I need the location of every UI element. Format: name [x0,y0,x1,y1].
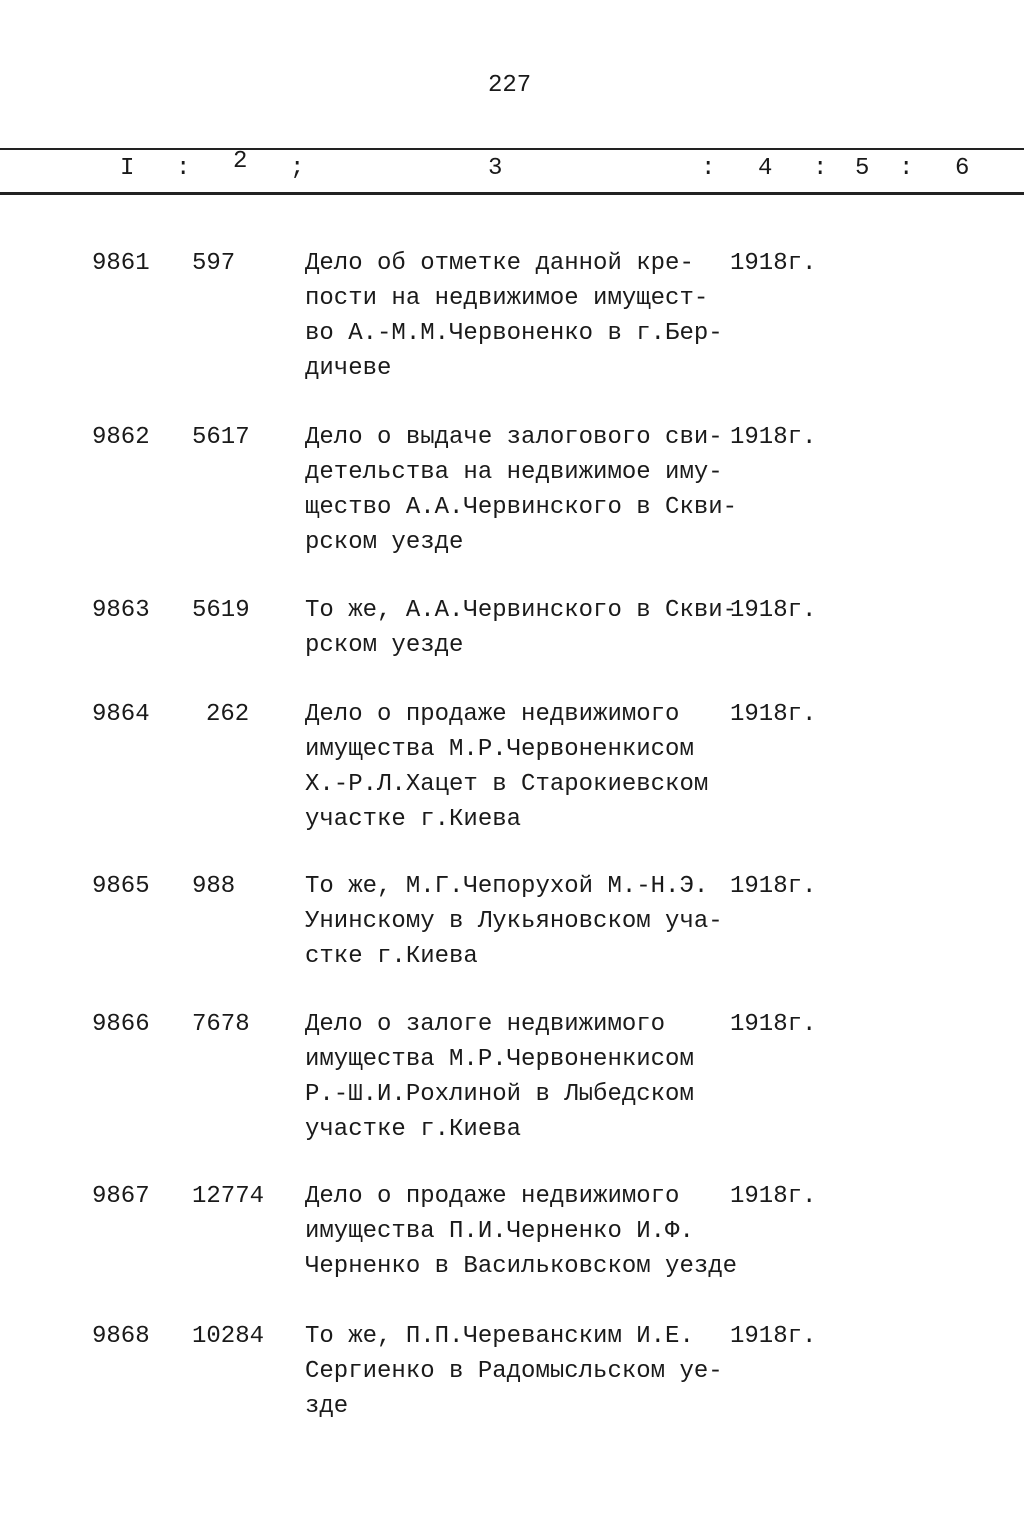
archive-number: 10284 [192,1323,265,1350]
description-line: рском уезде [305,632,464,659]
description-line: Черненко в Васильковском уезде [305,1253,738,1280]
item-number: 9864 [92,701,150,728]
description-line: Дело о продаже недвижимого [305,701,680,728]
header-bottom-rule [0,192,1024,195]
description-line: пости на недвижимое имущест- [305,285,709,312]
item-number: 9861 [92,250,150,277]
item-description [305,420,737,560]
item-description [305,593,737,663]
description-line: Унинскому в Лукьяновском уча- [305,908,723,935]
description-line: во А.-М.М.Червоненко в г.Бер- [305,320,723,347]
archive-number: 5619 [192,597,250,624]
header-top-rule [0,148,1024,150]
col-1-label: I [120,155,135,182]
description-line: зде [305,1393,349,1420]
description-line: Х.-Р.Л.Хацет в Старокиевском [305,771,709,798]
description-line: имущества М.Р.Червоненкисом [305,1046,694,1073]
archive-number: 597 [192,250,236,277]
col-4-label: 4 [758,155,773,182]
col-separator: ; [290,155,305,182]
description-line: дичеве [305,355,392,382]
col-separator: : [701,155,716,182]
item-year: 1918г. [730,1323,817,1350]
description-line: имущества М.Р.Червоненкисом [305,736,694,763]
item-number: 9867 [92,1183,150,1210]
item-year: 1918г. [730,701,817,728]
item-year: 1918г. [730,873,817,900]
item-year: 1918г. [730,597,817,624]
item-number: 9865 [92,873,150,900]
page-number: 227 [488,72,532,99]
description-line: имущества П.И.Черненко И.Ф. [305,1218,694,1245]
col-separator: : [899,155,914,182]
col-2-label: 2 [233,148,248,175]
archive-number: 5617 [192,424,250,451]
description-line: рском уезде [305,529,464,556]
description-line: стке г.Киева [305,943,478,970]
description-line: То же, П.П.Черeванским И.Е. [305,1323,694,1350]
description-line: щество А.А.Червинского в Скви- [305,494,738,521]
item-year: 1918г. [730,250,817,277]
description-line: участке г.Киева [305,806,522,833]
description-line: Сергиенко в Радомысльском уе- [305,1358,723,1385]
col-3-label: 3 [488,155,503,182]
item-year: 1918г. [730,424,817,451]
item-number: 9862 [92,424,150,451]
archive-number: 988 [192,873,236,900]
item-year: 1918г. [730,1183,817,1210]
col-5-label: 5 [855,155,870,182]
col-separator: : [176,155,191,182]
archive-number: 7678 [192,1011,250,1038]
description-line: То же, М.Г.Чепорухой М.-Н.Э. [305,873,709,900]
col-separator: : [813,155,828,182]
item-description [305,1319,723,1424]
description-line: участке г.Киева [305,1116,522,1143]
description-line: Дело о залоге недвижимого [305,1011,666,1038]
item-description [305,869,723,974]
description-line: Дело об отметке данной кре- [305,250,694,277]
item-description [305,246,723,386]
archive-number: 262 [206,701,250,728]
item-number: 9863 [92,597,150,624]
item-description [305,1007,694,1147]
description-line: Р.-Ш.И.Рохлиной в Лыбедском [305,1081,694,1108]
description-line: Дело о выдаче залогового сви- [305,424,723,451]
item-year: 1918г. [730,1011,817,1038]
item-description [305,1179,737,1284]
item-number: 9866 [92,1011,150,1038]
item-number: 9868 [92,1323,150,1350]
archive-number: 12774 [192,1183,265,1210]
description-line: Дело о продаже недвижимого [305,1183,680,1210]
description-line: То же, А.А.Червинского в Скви- [305,597,738,624]
item-description [305,697,708,837]
description-line: детельства на недвижимое иму- [305,459,723,486]
col-6-label: 6 [955,155,970,182]
